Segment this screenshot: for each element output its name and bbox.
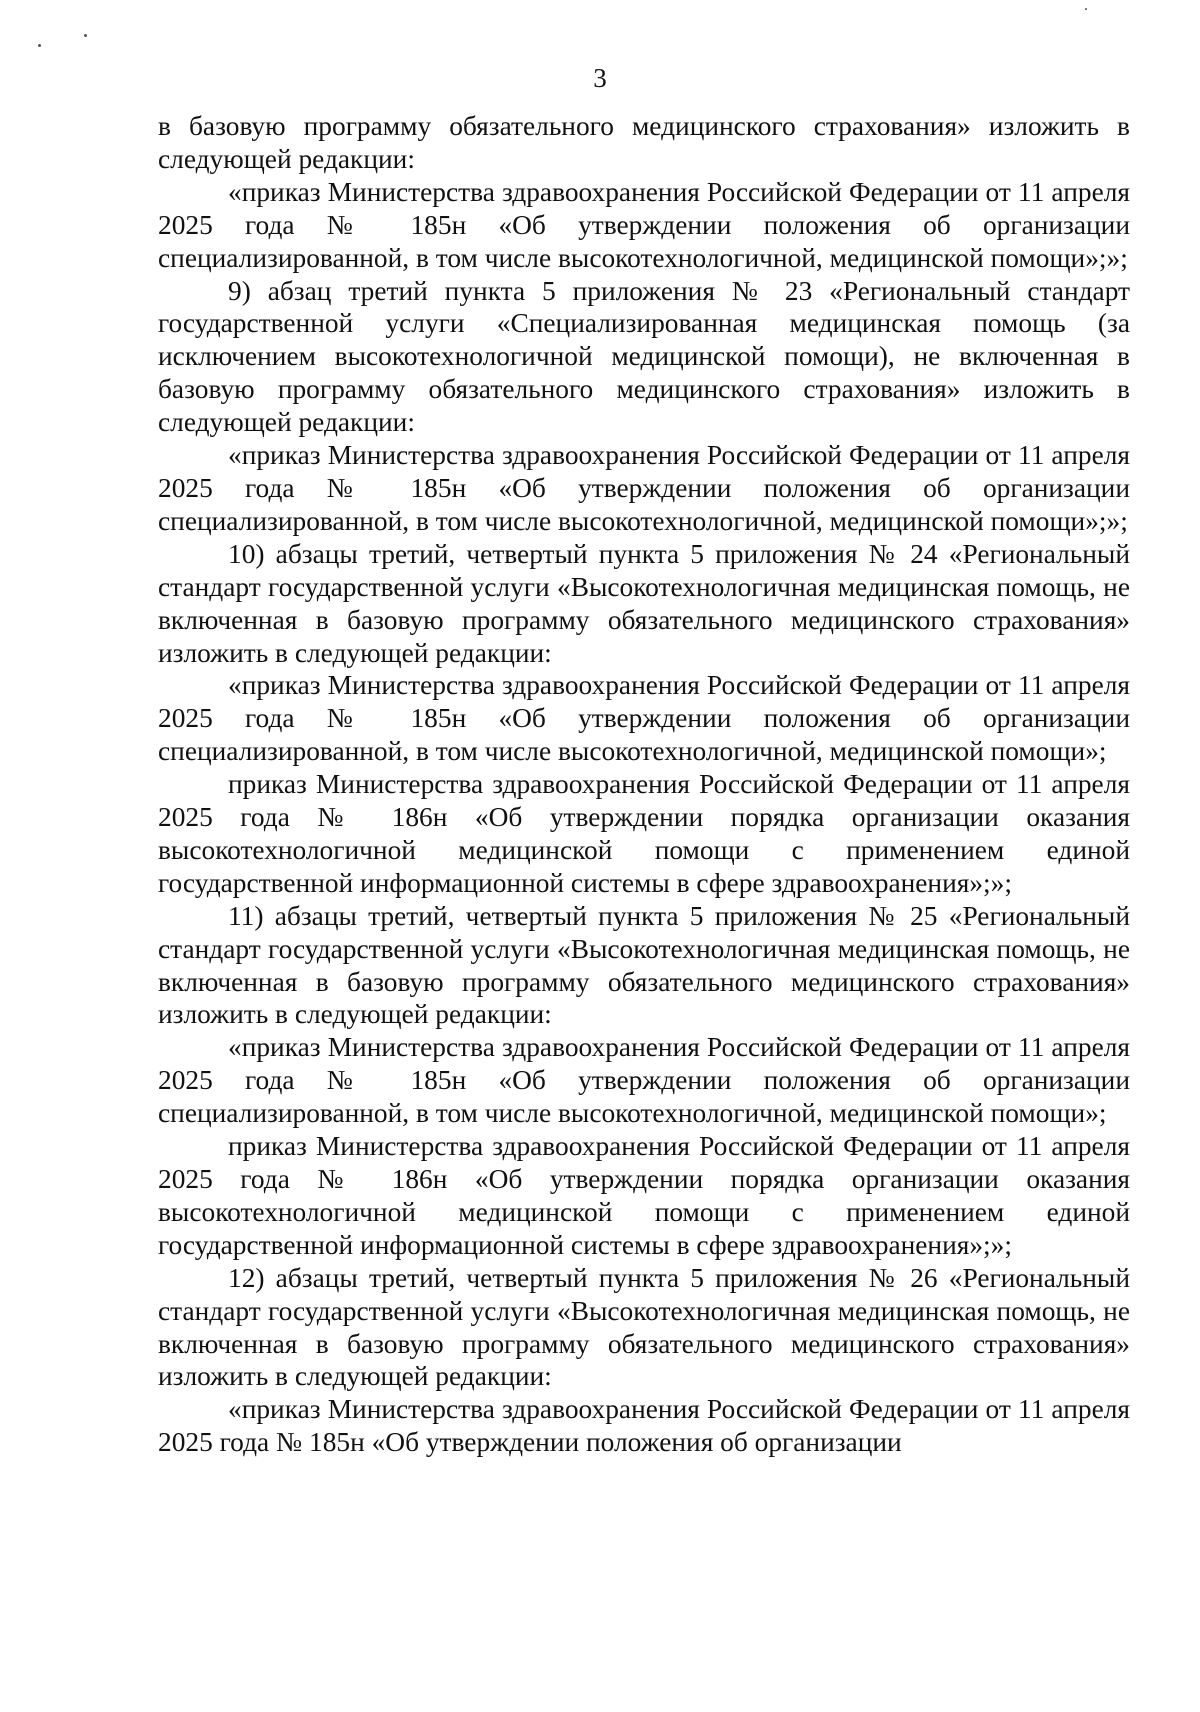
scan-speck [1085, 8, 1087, 10]
paragraph: приказ Министерства здравоохранения Российской Федерации от 11 апреля 2025 года № 186н «Об утверждении порядка организации оказания высокотехнологичной медицинской помощи с применением единой государственной информационной системы в сфере здравоохранения»;»; [158, 769, 1130, 898]
paragraph: «приказ Министерства здравоохранения Российской Федерации от 11 апреля 2025 года № 185н «Об утверждении положения об организации специализированной, в том числе высокотехнологичной, медицинской помощи»; [158, 1032, 1130, 1129]
scan-speck [84, 34, 87, 37]
paragraph: «приказ Министерства здравоохранения Российской Федерации от 11 апреля 2025 года № 185н «Об утверждении положения об организации специализированной, в том числе высокотехнологичной, медицинской помощи»; [158, 670, 1130, 767]
paragraph: «приказ Министерства здравоохранения Российской Федерации от 11 апреля 2025 года № 185н «Об утверждении положения об организации специализированной, в том числе высокотехнологичной, медицинской помощи»;»; [158, 176, 1130, 273]
paragraph: «приказ Министерства здравоохранения Российской Федерации от 11 апреля 2025 года № 185н «Об утверждении положения об организации специализированной, в том числе высокотехнологичной, медицинской помощи»;»; [158, 440, 1130, 536]
document-body [158, 110, 1130, 1459]
paragraph: 9) абзац третий пункта 5 приложения № 23 «Региональный стандарт государственной услуги «Специализированная медицинская помощь (за исключением высокотехнологичной медицинской помощи), не включенная в базовую программу обязательного медицинского страхования» изложить в следующей редакции: [158, 275, 1130, 438]
paragraph: в базовую программу обязательного медицинского страхования» изложить в следующей редакции: [158, 111, 1130, 174]
paragraph: «приказ Министерства здравоохранения Российской Федерации от 11 апреля 2025 года № 185н «Об утверждении положения об организации [158, 1394, 1130, 1458]
page-number: 3 [593, 63, 607, 93]
scan-speck [38, 44, 41, 47]
paragraph: 11) абзацы третий, четвертый пункта 5 приложения № 25 «Региональный стандарт государственной услуги «Высокотехнологичная медицинская помощь, не включенная в базовую программу обязательного медицинского страхования» изложить в следующей редакции: [158, 900, 1130, 1030]
paragraph: приказ Министерства здравоохранения Российской Федерации от 11 апреля 2025 года № 186н «Об утверждении порядка организации оказания высокотехнологичной медицинской помощи с применением единой государственной информационной системы в сфере здравоохранения»;»; [158, 1131, 1130, 1260]
paragraph: 10) абзацы третий, четвертый пункта 5 приложения № 24 «Региональный стандарт государственной услуги «Высокотехнологичная медицинская помощь, не включенная в базовую программу обязательного медицинского страхования» изложить в следующей редакции: [158, 538, 1130, 668]
paragraph: 12) абзацы третий, четвертый пункта 5 приложения № 26 «Региональный стандарт государственной услуги «Высокотехнологичная медицинская помощь, не включенная в базовую программу обязательного медицинского страхования» изложить в следующей редакции: [158, 1262, 1130, 1392]
